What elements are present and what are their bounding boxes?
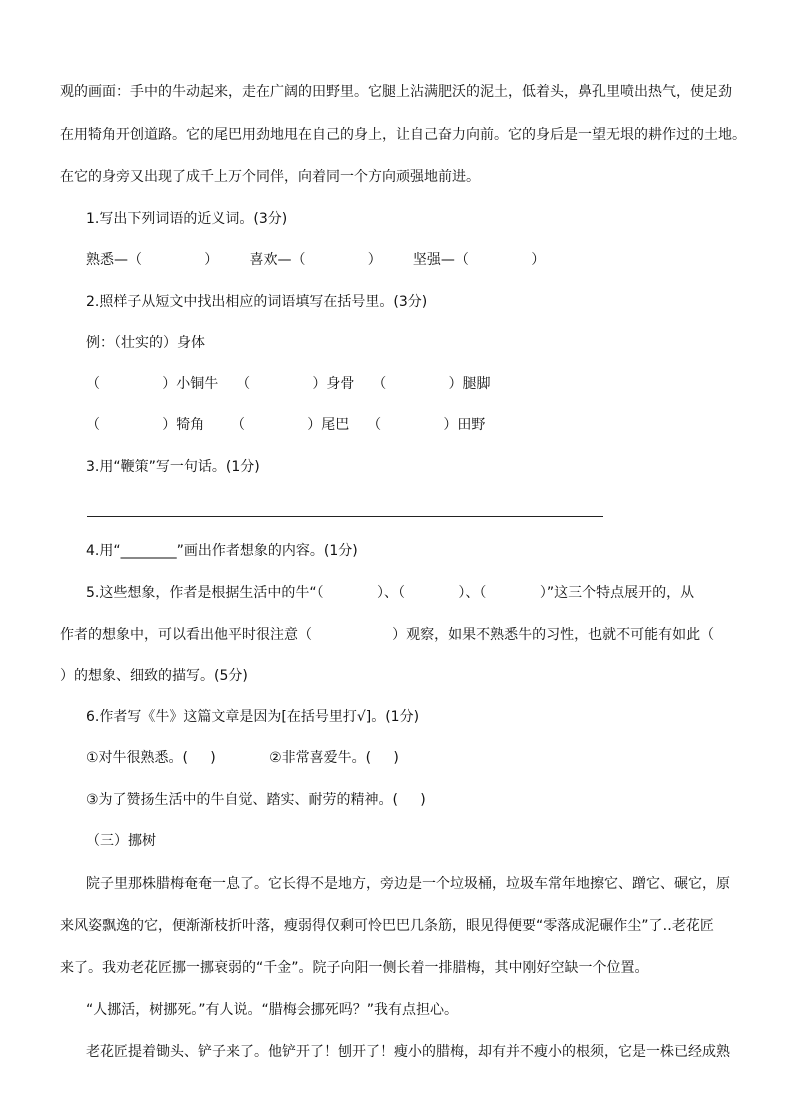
question-2-example: 例：（壮实的）身体 — [86, 335, 205, 351]
question-5-line-2: 作者的想象中，可以看出他平时很注意（ ）观察，如果不熟悉牛的习性，也就不可能有如此（ — [60, 627, 715, 643]
question-6-options-1-2: ①对牛很熟悉。( ) ②非常喜爱牛。( ) — [86, 750, 399, 766]
question-2-blanks-row-1: （ ）小铜牛 （ ）身骨 （ ）腿脚 — [86, 376, 491, 392]
passage-2-line-2: 来风姿飘逸的它，便渐渐枝折叶落，瘦弱得仅剩可怜巴巴几条筋，眼见得便要“零落成泥碾作尘”了‥老花匠 — [60, 918, 714, 934]
passage-2-line-1: 院子里那株腊梅奄奄一息了。它长得不是地方，旁边是一个垃圾桶，垃圾车常年地擦它、蹭它、碾它，原 — [86, 876, 730, 892]
question-2-title: 2.照样子从短文中找出相应的词语填写在括号里。(3分) — [86, 294, 428, 310]
passage-2-line-3: 来了。我劝老花匠挪一挪衰弱的“千金”。院子向阳一侧长着一排腊梅，其中刚好空缺一个位置。 — [60, 960, 649, 976]
answer-line — [87, 516, 603, 517]
question-5-line-1: 5.这些想象，作者是根据生活中的牛“（ ）、（ ）、（ ）”这三个特点展开的，从 — [86, 585, 695, 601]
passage-2-line-4: “人挪活，树挪死。”有人说。“腊梅会挪死吗？”我有点担心。 — [86, 1002, 459, 1018]
question-4-title: 4.用“________”画出作者想象的内容。(1分) — [86, 543, 358, 559]
passage-line-3: 在它的身旁又出现了成千上万个同伴，向着同一个方向顽强地前进。 — [60, 169, 480, 185]
question-6-title: 6.作者写《牛》这篇文章是因为[在括号里打√]。(1分) — [86, 709, 420, 725]
question-3-title: 3.用“鞭策”写一句话。(1分) — [86, 459, 260, 475]
passage-line-2: 在用犄角开创道路。它的尾巴用劲地甩在自己的身上，让自己奋力向前。它的身后是一望无垠的耕作过的土地。 — [60, 127, 746, 143]
passage-2-line-5: 老花匠提着锄头、铲子来了。他铲开了！刨开了！瘦小的腊梅，却有并不瘦小的根须，它是一株已经成熟 — [86, 1044, 730, 1060]
question-6-option-3: ③为了赞扬生活中的牛自觉、踏实、耐劳的精神。( ) — [86, 792, 426, 808]
question-2-blanks-row-2: （ ）犄角 （ ）尾巴 （ ）田野 — [86, 417, 486, 433]
question-1-title: 1.写出下列词语的近义词。(3分) — [86, 211, 288, 227]
question-1-blanks: 熟悉—（ ） 喜欢—（ ） 坚强—（ ） — [86, 252, 546, 268]
passage-line-1: 观的画面：手中的牛动起来，走在广阔的田野里。它腿上沾满肥沃的泥土，低着头，鼻孔里喷出热气，使足劲 — [60, 84, 732, 100]
section-3-heading: （三）挪树 — [86, 833, 156, 849]
question-5-line-3: ）的想象、细致的描写。(5分) — [60, 668, 248, 684]
